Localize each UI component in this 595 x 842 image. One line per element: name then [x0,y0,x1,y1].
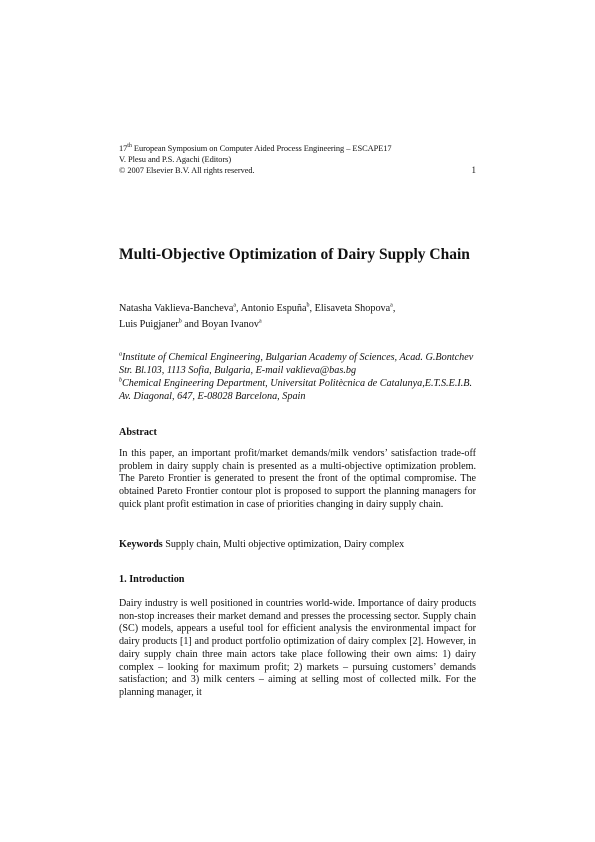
affiliation-mark: a [119,351,122,358]
paper-title: Multi-Objective Optimization of Dairy Supply Chain [119,246,470,263]
author-affil-mark: b [178,318,182,325]
affiliation-a: Institute of Chemical Engineering, Bulgarian Academy of Sciences, Acad. G.Bontchev Str. Bl.103, 1113 Sofia, Bulgaria, E-mail vaklieva@bas.bg [119,352,474,376]
introduction-body: Dairy industry is well positioned in countries world-wide. Importance of dairy products non-stop increases their market demand and presses the processing sector. Supply chain (SC) models, appears a useful tool for efficient analysis the environmental impact for dairy products [1] and product portfolio optimization of dairy complex [2]. However, in dairy supply chain three main actors take place following their own aims: 1) dairy complex – looking for maximum profit; 2) markets – pursuing customers’ demands satisfaction; and 3) milk centers – aiming at selling most of collected milk. For the planning manager, it [119,598,476,698]
author-affil-mark: b [306,302,310,309]
abstract-body: In this paper, an important profit/market demands/milk vendors’ satisfaction trade-off problem in dairy supply chain is presented as a multi-objective optimization problem. The Pareto Frontier is generated to present the front of the optimal compromise. The obtained Pareto Frontier contour plot is proposed to support the planning managers for quick plant profit estimation in case of priorities changing in dairy supply chain. [119,448,476,510]
abstract-heading: Abstract [119,427,157,438]
keywords-text: Supply chain, Multi objective optimization, Dairy complex [162,539,405,550]
page-number: 1 [471,165,476,175]
author-name: Natasha Vaklieva-Bancheva [119,303,234,314]
conference-ordinal: th [127,143,132,150]
author-separator: , [392,303,396,314]
author-name: Antonio Espuña [240,303,307,314]
author-name: Elisaveta Shopova [314,303,391,314]
affiliations [119,351,476,403]
conference-name: European Symposium on Computer Aided Process Engineering – ESCAPE17 [131,144,392,153]
author-affil-mark: a [258,318,262,325]
keywords [119,539,476,552]
conference-number: 17 [119,144,128,153]
editors-line: V. Plesu and P.S. Agachi (Editors) [119,155,232,164]
affiliation-mark: b [119,377,122,384]
affiliation-b: Chemical Engineering Department, Universitat Politècnica de Catalunya,E.T.S.E.I.B. Av. Diagonal, 647, E-08028 Barcelona, Spain [119,378,473,402]
author-affil-mark: a [390,302,393,309]
keywords-label: Keywords [119,539,163,550]
introduction-heading: 1. Introduction [119,574,185,585]
author-separator: , [309,303,315,314]
conference-line [119,143,476,154]
author-separator: and [181,319,202,330]
author-affil-mark: a [233,302,237,309]
author-separator: , [236,303,241,314]
author-name: Boyan Ivanov [201,319,259,330]
copyright-line: © 2007 Elsevier B.V. All rights reserved. [119,166,255,175]
author-name: Luis Puigjaner [119,319,179,330]
running-header [119,143,476,176]
author-list [119,301,476,333]
